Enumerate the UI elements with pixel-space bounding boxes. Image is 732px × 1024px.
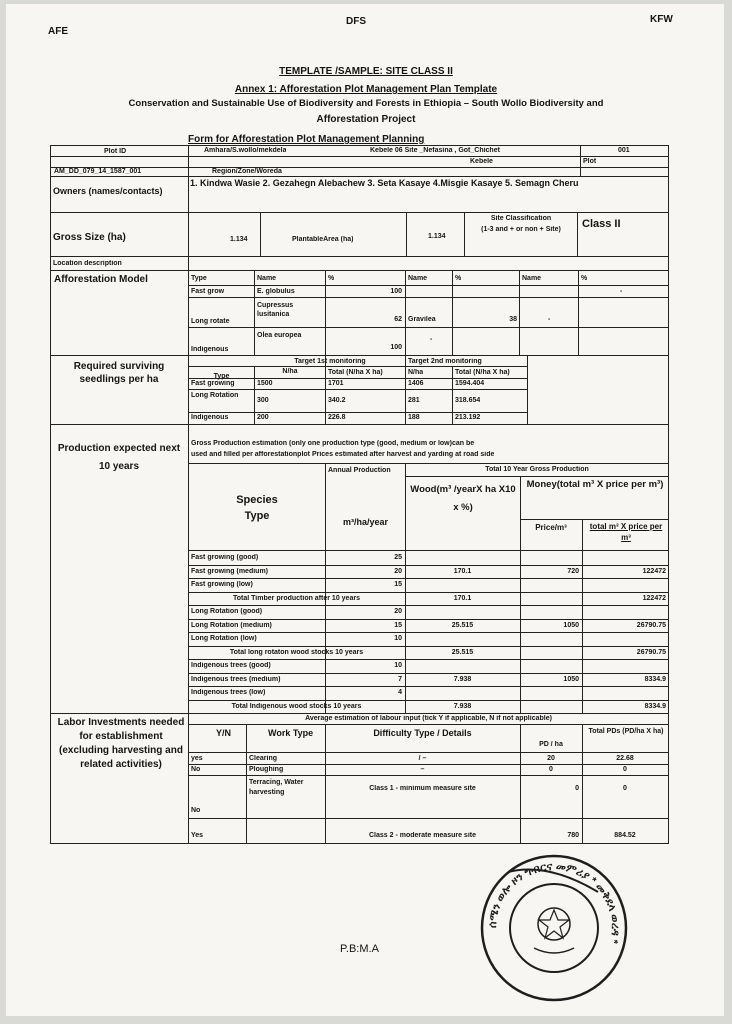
production-row-annual: 15 <box>394 581 402 588</box>
target-2nd-monitoring: Target 2nd monitoring <box>408 358 482 365</box>
plantable-area-value: 1.134 <box>428 233 446 240</box>
production-row-divider <box>188 646 669 647</box>
site-class-value: Class II <box>582 218 621 230</box>
production-row-annual: 20 <box>394 568 402 575</box>
production-row-name: Fast growing (medium) <box>191 568 268 575</box>
site-class-label-2: (1-3 and + or non + Site) <box>481 226 561 233</box>
labor-row-detail: / – <box>418 755 427 762</box>
labor-row-pd: 780 <box>567 832 579 839</box>
yn-header: Y/N <box>216 728 232 738</box>
production-row-wood: 25.515 <box>451 622 474 629</box>
gross-size-value: 1.134 <box>230 236 248 243</box>
production-note-1: Gross Production estimation (only one production type (good, medium or low)can be <box>191 440 475 447</box>
production-row-wood: 7.938 <box>453 703 472 710</box>
production-row-name: Fast growing (low) <box>191 581 253 588</box>
production-row-price: 720 <box>567 568 579 575</box>
site-class-label-1: Site Classification <box>490 215 552 222</box>
production-note-2: used and filled per afforestationplot Prices estimated after harvest and yarding at road side <box>191 451 495 458</box>
production-row-divider <box>188 632 669 633</box>
production-row-name: Long Rotation (medium) <box>191 622 272 629</box>
labor-note: Average estimation of labour input (tick Y if applicable, N if not applicable) <box>305 715 552 722</box>
labor-row-yn: No <box>191 766 201 773</box>
seed-col-type: Type <box>213 373 230 380</box>
region-label: Region/Zone/Woreda <box>212 168 282 175</box>
production-row-annual: 10 <box>394 635 402 642</box>
seed-row-n2: 1406 <box>408 380 424 387</box>
total-price-header: total m³ X price per m³ <box>589 522 663 542</box>
production-row-annual: 7 <box>398 676 402 683</box>
labor-row-pd: 20 <box>547 755 555 762</box>
total-pd-header: Total PDs (PD/ha X ha) <box>588 728 664 735</box>
production-subtotal-label: Total Indigenous wood stocks 10 years <box>231 703 362 710</box>
plantable-area-label: PlantableArea (ha) <box>292 236 354 243</box>
gross-size-label: Gross Size (ha) <box>53 232 126 243</box>
money-header: Money(total m³ X price per m³) <box>526 479 664 490</box>
labor-row-total: 22.68 <box>616 755 634 762</box>
labor-row-yn: No <box>191 807 201 814</box>
production-row-divider <box>188 605 669 606</box>
difficulty-header: Difficulty Type / Details <box>373 728 472 738</box>
production-row-divider <box>188 619 669 620</box>
annex-title: Annex 1: Afforestation Plot Management Plan Template <box>234 84 498 95</box>
labor-label: Labor Investments needed for establishment (excluding harvesting and related activities) <box>57 717 185 770</box>
region-value: Amhara/S.wollo/mekdela <box>204 147 287 154</box>
seed-row-type: Fast growing <box>191 380 235 387</box>
plot-number-value: 001 <box>618 147 630 154</box>
aff-row-pct-2: 38 <box>509 316 517 323</box>
production-row-total: 8334.9 <box>644 703 666 710</box>
target-1st-monitoring: Target 1st monitoring <box>294 358 366 365</box>
seed-col-t1: Total (N/ha X ha) <box>328 369 383 376</box>
production-row-divider <box>188 673 669 674</box>
production-row-name: Indigenous trees (good) <box>191 662 271 669</box>
production-row-divider <box>188 578 669 579</box>
production-row-total: 122472 <box>642 595 666 602</box>
kebele-value: Kebele 06 Site _Nefasina , Got_Chichet <box>370 147 500 154</box>
aff-row-pct: 62 <box>394 316 402 323</box>
production-row-name: Fast growing (good) <box>191 554 259 561</box>
production-row-price: 1050 <box>563 622 579 629</box>
aff-header-pct-2: % <box>455 275 462 282</box>
production-subtotal-label: Total long rotaton wood stocks 10 years <box>229 649 364 656</box>
labor-row-detail: – <box>420 766 425 773</box>
labor-row-detail: Class 2 - moderate measure site <box>369 832 476 839</box>
labor-row-total: 0 <box>623 785 627 792</box>
production-row-divider <box>188 659 669 660</box>
labor-row-work: Ploughing <box>249 766 284 773</box>
labor-row-pd: 0 <box>575 785 579 792</box>
seed-col-t2: Total (N/ha X ha) <box>455 369 510 376</box>
seed-row-t2: 1594.404 <box>455 380 485 387</box>
production-row-wood: 170.1 <box>453 568 472 575</box>
aff-header-name-2: Name <box>408 275 428 282</box>
seed-col-n2: N/ha <box>408 369 424 376</box>
production-row-name: Long Rotation (low) <box>191 635 257 642</box>
project-title-line1: Conservation and Sustainable Use of Biodiversity and Forests in Ethiopia – South Wollo Biodiversity and <box>128 98 604 109</box>
location-label: Location description <box>53 260 122 267</box>
plot-number-label: Plot <box>583 158 597 165</box>
aff-row-type: Indigenous <box>191 346 229 353</box>
plot-id-label: Plot ID <box>104 148 127 155</box>
aff-row-name-2: Gravilea <box>408 316 436 323</box>
price-header: Price/m³ <box>535 524 567 532</box>
production-row-total: 122472 <box>642 568 666 575</box>
production-row-name: Long Rotation (good) <box>191 608 263 615</box>
production-row-name: Indigenous trees (low) <box>191 689 266 696</box>
aff-header-name-3: Name <box>522 275 542 282</box>
production-row-name: Indigenous trees (medium) <box>191 676 281 683</box>
kebele-label: Kebele <box>470 158 493 165</box>
aff-row-pct: 100 <box>390 344 402 351</box>
production-row-total: 26790.75 <box>636 649 666 656</box>
header-center: DFS <box>346 16 366 27</box>
seed-row-n1: 200 <box>257 414 269 421</box>
total-10yr-header: Total 10 Year Gross Production <box>485 466 589 473</box>
seed-row-n2: 281 <box>408 397 420 404</box>
aff-header-pct-1: % <box>328 275 335 282</box>
wood-header: Wood(m³ /yearX ha X10 x %) <box>410 484 516 513</box>
species-type-header: Species Type <box>236 494 278 522</box>
afforestation-model-label: Afforestation Model <box>54 274 148 285</box>
aff-row-type: Long rotate <box>191 318 230 325</box>
production-subtotal-label: Total Timber production after 10 years <box>233 595 360 602</box>
production-row-divider <box>188 700 669 701</box>
header-right: KFW <box>650 14 673 25</box>
production-row-annual: 20 <box>394 608 402 615</box>
aff-header-type: Type <box>191 275 207 282</box>
official-stamp <box>478 852 630 1004</box>
plot-id-value: AM_DD_079_14_1587_001 <box>54 168 142 175</box>
header-left: AFE <box>48 26 68 37</box>
aff-row-pct-2: - <box>430 336 433 343</box>
form-title: Form for Afforestation Plot Management Planning <box>188 134 425 145</box>
seed-col-n1: N/ha <box>282 368 298 375</box>
project-title-line2: Afforestation Project <box>316 114 416 125</box>
production-row-wood: 170.1 <box>453 595 472 602</box>
stamp-icon <box>478 852 630 1004</box>
aff-row-name: Cupressus lusitanica <box>257 302 294 318</box>
production-row-divider <box>188 592 669 593</box>
seed-row-n1: 1500 <box>257 380 273 387</box>
production-row-annual: 25 <box>394 554 402 561</box>
seed-row-type: Indigenous <box>191 414 229 421</box>
owners-label: Owners (names/contacts) <box>53 186 163 196</box>
seed-row-t1: 340.2 <box>328 397 346 404</box>
labor-row-yn: Yes <box>191 832 204 839</box>
seedlings-label: Required surviving seedlings per ha <box>73 361 165 385</box>
aff-row-pct: 100 <box>390 288 402 295</box>
production-row-total: 26790.75 <box>636 622 666 629</box>
production-row-wood: 25.515 <box>451 649 474 656</box>
labor-row-work: Terracing, Water harvesting <box>249 779 304 796</box>
aff-header-pct-3: % <box>581 275 588 282</box>
labor-row-detail: Class 1 - minimum measure site <box>369 785 476 792</box>
production-row-wood: 7.938 <box>453 676 472 683</box>
pd-ha-header: PD / ha <box>539 741 563 748</box>
labor-row-pd: 0 <box>549 766 553 773</box>
labor-row-total: 0 <box>623 766 627 773</box>
seed-row-t1: 226.8 <box>328 414 346 421</box>
seed-row-t2: 213.192 <box>455 414 481 421</box>
production-row-annual: 15 <box>394 622 402 629</box>
production-row-annual: 4 <box>398 689 402 696</box>
aff-row-name: E. globulus <box>257 288 295 295</box>
seed-row-n1: 300 <box>257 397 269 404</box>
production-label: Production expected next 10 years <box>57 443 181 472</box>
aff-row-pct3: - <box>548 316 551 323</box>
seed-row-n2: 188 <box>408 414 420 421</box>
annual-production-header: Annual Production <box>328 467 391 474</box>
production-row-annual: 10 <box>394 662 402 669</box>
stamp-text: ሰሜን ወሎ ዞን ግብርና መምሪያ * መቅደላ ወረዳ * <box>486 860 622 945</box>
owners-value: 1. Kindwa Wasie 2. Gezahegn Alebachew 3. Seta Kasaye 4.Misgie Kasaye 5. Semagn Cheru <box>190 178 579 188</box>
labor-row-total: 884.52 <box>614 832 636 839</box>
work-type-header: Work Type <box>268 728 314 738</box>
production-row-divider <box>188 686 669 687</box>
aff-header-name-1: Name <box>257 275 277 282</box>
seed-row-type: Long Rotation <box>191 392 239 399</box>
aff-row-type: Fast grow <box>191 288 225 295</box>
production-row-total: 8334.9 <box>644 676 666 683</box>
aff-row-name: Olea europea <box>257 332 302 339</box>
production-row-divider <box>188 565 669 566</box>
unit-header: m³/ha/year <box>342 517 389 527</box>
labor-row-work: Clearing <box>249 755 278 762</box>
production-row-price: 1050 <box>563 676 579 683</box>
seed-row-t2: 318.654 <box>455 397 481 404</box>
seed-row-t1: 1701 <box>328 380 344 387</box>
template-title: TEMPLATE /SAMPLE: SITE CLASS II <box>279 66 453 77</box>
labor-row-yn: yes <box>191 755 203 762</box>
aff-row-pct3: - <box>620 288 623 295</box>
production-row-divider <box>188 713 669 714</box>
signature-initials: P.B:M.A <box>340 943 379 955</box>
